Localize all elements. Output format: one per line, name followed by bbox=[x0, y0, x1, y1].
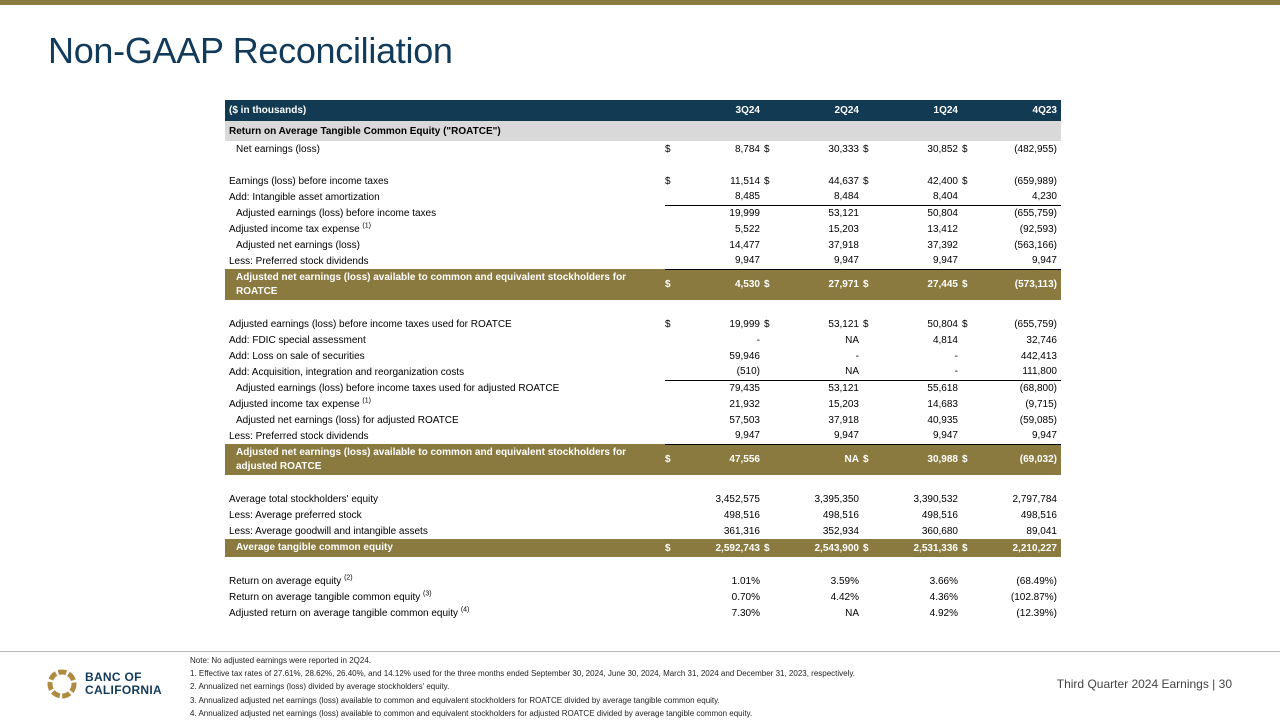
value-cell: 4,530 bbox=[679, 269, 764, 300]
value-cell: 352,934 bbox=[822, 525, 859, 537]
currency-symbol: $ bbox=[962, 269, 976, 300]
value-cell: 9,947 bbox=[877, 253, 962, 269]
value-cell: 5,522 bbox=[734, 223, 760, 235]
value-cell: NA bbox=[845, 607, 859, 619]
table-row bbox=[225, 491, 1061, 507]
value-cell: 47,556 bbox=[679, 444, 764, 475]
value-cell: 27,971 bbox=[778, 269, 863, 300]
footnote: 1. Effective tax rates of 27.61%, 28.62%, 26.40%, and 14.12% used for the three months ended September 30, 2024, June 30, 2024, March 31, 2024 and December 31, 2023, respectively. bbox=[190, 669, 856, 679]
value-cell: 14,477 bbox=[729, 239, 760, 251]
currency-symbol bbox=[863, 189, 877, 205]
value-cell: 9,947 bbox=[877, 428, 962, 444]
row-label: Less: Average preferred stock bbox=[229, 509, 362, 521]
value-cell: 3,452,575 bbox=[715, 493, 760, 505]
currency-symbol: $ bbox=[665, 318, 671, 330]
currency-symbol bbox=[863, 205, 877, 221]
currency-symbol bbox=[863, 348, 877, 364]
currency-symbol bbox=[665, 523, 679, 539]
currency-symbol: $ bbox=[962, 143, 968, 155]
currency-symbol: $ bbox=[665, 269, 679, 300]
value-cell: 3.59% bbox=[830, 575, 859, 587]
value-cell: (59,085) bbox=[1019, 414, 1057, 426]
currency-symbol: $ bbox=[863, 318, 869, 330]
currency-symbol: $ bbox=[962, 318, 968, 330]
value-cell: (563,166) bbox=[1014, 239, 1057, 251]
value-cell: 27,445 bbox=[877, 269, 962, 300]
row-label: Adjusted earnings (loss) before income taxes used for adjusted ROATCE bbox=[236, 382, 560, 394]
value-cell: 4.36% bbox=[929, 591, 958, 603]
period-header: 4Q23 bbox=[976, 100, 1061, 121]
value-cell: 13,412 bbox=[927, 223, 958, 235]
value-cell: 30,988 bbox=[877, 444, 962, 475]
value-cell: 9,947 bbox=[778, 253, 863, 269]
currency-symbol bbox=[962, 221, 976, 237]
currency-symbol bbox=[764, 380, 778, 396]
footnote: 3. Annualized adjusted net earnings (loss) available to common and equivalent stockholders for ROATCE divided by average tangible common equity. bbox=[190, 695, 720, 705]
value-cell: 55,618 bbox=[927, 382, 958, 394]
currency-symbol bbox=[665, 221, 679, 237]
value-cell: 11,514 bbox=[730, 175, 760, 187]
currency-symbol bbox=[764, 332, 778, 348]
spacer-row bbox=[225, 157, 1061, 173]
currency-symbol bbox=[962, 189, 976, 205]
value-cell: 9,947 bbox=[679, 428, 764, 444]
currency-symbol: $ bbox=[665, 143, 671, 155]
table-header-row bbox=[225, 100, 1061, 121]
value-cell: 498,516 bbox=[822, 509, 859, 521]
row-label: Add: FDIC special assessment bbox=[229, 334, 366, 346]
value-cell: 111,800 bbox=[976, 364, 1061, 380]
currency-symbol bbox=[962, 573, 976, 589]
row-label: Average total stockholders' equity bbox=[229, 493, 379, 505]
value-cell: 9,947 bbox=[976, 253, 1061, 269]
logo-wordmark: BANC OF CALIFORNIA bbox=[85, 670, 162, 697]
currency-symbol bbox=[665, 348, 679, 364]
table-row bbox=[225, 412, 1061, 428]
highlight-total-row bbox=[225, 269, 1061, 300]
value-cell: 498,516 bbox=[921, 509, 958, 521]
currency-symbol bbox=[764, 589, 778, 605]
row-label: Earnings (loss) before income taxes bbox=[229, 175, 389, 187]
row-label: Add: Acquisition, integration and reorganization costs bbox=[229, 366, 465, 378]
table-row bbox=[225, 573, 1061, 589]
currency-symbol: $ bbox=[863, 269, 877, 300]
row-label: Add: Loss on sale of securities bbox=[229, 350, 365, 362]
currency-symbol bbox=[665, 428, 679, 444]
value-cell: (68.49%) bbox=[1016, 575, 1057, 587]
value-cell: 19,999 bbox=[729, 318, 760, 330]
value-cell: 44,637 bbox=[828, 175, 859, 187]
company-logo bbox=[47, 669, 162, 699]
currency-symbol bbox=[863, 412, 877, 428]
currency-symbol bbox=[962, 348, 976, 364]
currency-symbol bbox=[863, 605, 877, 621]
row-label: Net earnings (loss) bbox=[236, 143, 320, 155]
currency-symbol bbox=[764, 221, 778, 237]
currency-symbol bbox=[665, 491, 679, 507]
currency-symbol bbox=[962, 237, 976, 253]
row-label: Adjusted income tax expense $^{(1)}$ bbox=[229, 222, 371, 235]
currency-symbol bbox=[962, 491, 976, 507]
top-accent-rule bbox=[0, 0, 1280, 5]
value-cell: (9,715) bbox=[1025, 398, 1057, 410]
value-cell: (102.87%) bbox=[1010, 591, 1057, 603]
currency-symbol bbox=[962, 589, 976, 605]
table-row bbox=[225, 348, 1061, 364]
period-header: 3Q24 bbox=[679, 100, 764, 121]
row-label: Less: Preferred stock dividends bbox=[229, 255, 369, 267]
spacer-row bbox=[225, 557, 1061, 573]
table-row bbox=[225, 507, 1061, 523]
value-cell: 4.42% bbox=[830, 591, 859, 603]
currency-symbol: $ bbox=[863, 175, 869, 187]
table-row bbox=[225, 173, 1061, 189]
value-cell: 53,121 bbox=[828, 382, 859, 394]
value-cell: NA bbox=[845, 334, 859, 346]
row-label: Return on average tangible common equity $^{(3)}$ bbox=[229, 590, 432, 603]
table-row bbox=[225, 364, 1061, 380]
roatce-reconciliation-table bbox=[225, 100, 1061, 621]
currency-symbol bbox=[962, 605, 976, 621]
footnote-ref: (4) bbox=[460, 606, 470, 614]
currency-symbol bbox=[665, 380, 679, 396]
value-cell: 21,932 bbox=[729, 398, 760, 410]
currency-symbol: $ bbox=[665, 539, 679, 557]
currency-symbol bbox=[764, 205, 778, 221]
currency-symbol bbox=[962, 523, 976, 539]
currency-symbol bbox=[764, 253, 778, 269]
footnote-ref: (1) bbox=[362, 397, 371, 405]
currency-symbol: $ bbox=[764, 539, 778, 557]
footnote: 2. Annualized net earnings (loss) divided by average stockholders' equity. bbox=[190, 682, 450, 692]
row-label: Adjusted net earnings (loss) available to common and equivalent stockholders for ROATCE bbox=[225, 269, 665, 300]
value-cell: (92,593) bbox=[1019, 223, 1057, 235]
value-cell: 2,543,900 bbox=[778, 539, 863, 557]
row-label: Add: Intangible asset amortization bbox=[229, 191, 380, 203]
currency-symbol bbox=[863, 396, 877, 412]
value-cell: 30,852 bbox=[927, 143, 958, 155]
currency-symbol bbox=[764, 444, 778, 475]
table-row bbox=[225, 605, 1061, 621]
value-cell: (510) bbox=[679, 364, 764, 380]
value-cell: 8,484 bbox=[778, 189, 863, 205]
value-cell: 8,485 bbox=[679, 189, 764, 205]
table-row bbox=[225, 141, 1061, 157]
banc-of-california-logo-icon bbox=[47, 669, 77, 699]
section-title: Return on Average Tangible Common Equity ("ROATCE") bbox=[225, 121, 1061, 141]
table-row bbox=[225, 189, 1061, 205]
value-cell: 30,333 bbox=[828, 143, 859, 155]
currency-symbol bbox=[962, 428, 976, 444]
currency-symbol bbox=[863, 364, 877, 380]
footnote-ref: (2) bbox=[344, 574, 353, 582]
value-cell: 50,804 bbox=[927, 318, 958, 330]
value-cell: 37,392 bbox=[927, 239, 958, 251]
spacer-row bbox=[225, 300, 1061, 316]
currency-symbol bbox=[665, 189, 679, 205]
currency-symbol bbox=[764, 605, 778, 621]
currency-symbol bbox=[665, 237, 679, 253]
row-label: Adjusted net earnings (loss) available to common and equivalent stockholders for adjusted ROATCE bbox=[225, 444, 665, 475]
value-cell: 0.70% bbox=[731, 591, 760, 603]
value-cell: 9,947 bbox=[976, 428, 1061, 444]
value-cell: 15,203 bbox=[828, 398, 859, 410]
currency-symbol bbox=[764, 348, 778, 364]
value-cell: 2,531,336 bbox=[877, 539, 962, 557]
table-row bbox=[225, 332, 1061, 348]
value-cell: NA bbox=[778, 364, 863, 380]
currency-symbol: $ bbox=[962, 444, 976, 475]
value-cell: NA bbox=[778, 444, 863, 475]
value-cell: 2,592,743 bbox=[679, 539, 764, 557]
currency-symbol bbox=[962, 412, 976, 428]
value-cell: 89,041 bbox=[1026, 525, 1057, 537]
spacer-row bbox=[225, 475, 1061, 491]
value-cell: - bbox=[877, 364, 962, 380]
currency-symbol: $ bbox=[962, 175, 968, 187]
value-cell: 1.01% bbox=[731, 575, 760, 587]
page-number: 30 bbox=[1218, 677, 1232, 691]
value-cell: 9,947 bbox=[679, 253, 764, 269]
currency-symbol bbox=[665, 253, 679, 269]
currency-symbol bbox=[764, 237, 778, 253]
table-row bbox=[225, 380, 1061, 396]
currency-symbol bbox=[764, 396, 778, 412]
value-cell: 15,203 bbox=[828, 223, 859, 235]
table-row bbox=[225, 523, 1061, 539]
value-cell: 360,680 bbox=[921, 525, 958, 537]
units-label: ($ in thousands) bbox=[225, 100, 665, 121]
row-label: Adjusted earnings (loss) before income taxes used for ROATCE bbox=[229, 318, 512, 330]
currency-symbol: $ bbox=[764, 143, 770, 155]
value-cell: (69,032) bbox=[976, 444, 1061, 475]
value-cell: 59,946 bbox=[729, 350, 760, 362]
footnote: Note: No adjusted earnings were reported in 2Q24. bbox=[190, 656, 371, 665]
currency-symbol bbox=[863, 380, 877, 396]
highlight-total-row bbox=[225, 539, 1061, 557]
currency-symbol bbox=[863, 491, 877, 507]
currency-symbol bbox=[863, 332, 877, 348]
period-header: 1Q24 bbox=[877, 100, 962, 121]
row-label: Return on average equity $^{(2)}$ bbox=[229, 574, 353, 587]
currency-symbol bbox=[863, 589, 877, 605]
currency-symbol: $ bbox=[764, 269, 778, 300]
currency-symbol bbox=[764, 507, 778, 523]
footnote-ref: (1) bbox=[362, 222, 371, 230]
highlight-total-row bbox=[225, 444, 1061, 475]
currency-symbol bbox=[665, 412, 679, 428]
footnotes bbox=[190, 654, 990, 720]
value-cell: 3,390,532 bbox=[913, 493, 958, 505]
value-cell: 53,121 bbox=[828, 318, 859, 330]
currency-symbol bbox=[665, 573, 679, 589]
row-label: Adjusted return on average tangible common equity $^{(4)}$ bbox=[229, 606, 470, 619]
value-cell: 8,784 bbox=[734, 143, 760, 155]
table-row bbox=[225, 237, 1061, 253]
currency-symbol bbox=[764, 364, 778, 380]
row-label: Average tangible common equity bbox=[225, 539, 665, 557]
value-cell: 2,210,227 bbox=[976, 539, 1061, 557]
value-cell: 42,400 bbox=[927, 175, 958, 187]
currency-symbol bbox=[962, 380, 976, 396]
currency-symbol bbox=[665, 364, 679, 380]
currency-symbol bbox=[962, 507, 976, 523]
row-label: Adjusted income tax expense $^{(1)}$ bbox=[229, 397, 371, 410]
value-cell: - bbox=[954, 350, 958, 362]
currency-symbol bbox=[764, 523, 778, 539]
currency-symbol bbox=[863, 253, 877, 269]
value-cell: (12.39%) bbox=[1016, 607, 1057, 619]
value-cell: 37,918 bbox=[828, 414, 859, 426]
currency-symbol bbox=[764, 412, 778, 428]
value-cell: 19,999 bbox=[729, 207, 760, 219]
value-cell: 50,804 bbox=[927, 207, 958, 219]
footer-page-label: Third Quarter 2024 Earnings | 30 bbox=[1056, 677, 1232, 691]
section-header-row bbox=[225, 121, 1061, 141]
value-cell: 498,516 bbox=[723, 509, 760, 521]
value-cell: 2,797,784 bbox=[1012, 493, 1057, 505]
row-label: Less: Average goodwill and intangible assets bbox=[229, 525, 428, 537]
currency-symbol: $ bbox=[863, 143, 869, 155]
currency-symbol: $ bbox=[665, 444, 679, 475]
currency-symbol: $ bbox=[665, 175, 671, 187]
currency-symbol: $ bbox=[962, 539, 976, 557]
row-label: Adjusted net earnings (loss) bbox=[236, 239, 360, 251]
value-cell: 9,947 bbox=[778, 428, 863, 444]
value-cell: (659,989) bbox=[1014, 175, 1057, 187]
footnote: 4. Annualized adjusted net earnings (loss) available to common and equivalent stockholders for adjusted ROATCE divided by average tangible common equity. bbox=[190, 708, 753, 718]
value-cell: (482,955) bbox=[1014, 143, 1057, 155]
currency-symbol: $ bbox=[863, 444, 877, 475]
value-cell: 3,395,350 bbox=[814, 493, 859, 505]
value-cell: 53,121 bbox=[828, 207, 859, 219]
value-cell: 8,404 bbox=[877, 189, 962, 205]
currency-symbol bbox=[764, 573, 778, 589]
value-cell: 442,413 bbox=[1020, 350, 1057, 362]
value-cell: 498,516 bbox=[1020, 509, 1057, 521]
currency-symbol bbox=[863, 523, 877, 539]
value-cell: 4.92% bbox=[929, 607, 958, 619]
currency-symbol bbox=[665, 205, 679, 221]
value-cell: (68,800) bbox=[1019, 382, 1057, 394]
currency-symbol bbox=[764, 491, 778, 507]
currency-symbol bbox=[665, 507, 679, 523]
currency-symbol bbox=[764, 189, 778, 205]
value-cell: 3.66% bbox=[929, 575, 958, 587]
currency-symbol bbox=[863, 507, 877, 523]
currency-symbol bbox=[665, 589, 679, 605]
value-cell: (655,759) bbox=[1014, 207, 1057, 219]
table-row bbox=[225, 316, 1061, 332]
table-row bbox=[225, 396, 1061, 412]
value-cell: 32,746 bbox=[1026, 334, 1057, 346]
row-label: Less: Preferred stock dividends bbox=[229, 430, 369, 442]
currency-symbol bbox=[665, 396, 679, 412]
value-cell: 57,503 bbox=[729, 414, 760, 426]
currency-symbol bbox=[962, 205, 976, 221]
value-cell: (573,113) bbox=[976, 269, 1061, 300]
currency-symbol bbox=[863, 237, 877, 253]
value-cell: 361,316 bbox=[723, 525, 760, 537]
value-cell: 4,230 bbox=[976, 189, 1061, 205]
page-title: Non-GAAP Reconciliation bbox=[48, 30, 453, 71]
value-cell: 7.30% bbox=[731, 607, 760, 619]
currency-symbol bbox=[863, 428, 877, 444]
row-label: Adjusted earnings (loss) before income taxes bbox=[236, 207, 437, 219]
period-header: 2Q24 bbox=[778, 100, 863, 121]
currency-symbol bbox=[962, 253, 976, 269]
footnote-ref: (3) bbox=[423, 590, 432, 598]
value-cell: 4,814 bbox=[932, 334, 958, 346]
value-cell: 40,935 bbox=[927, 414, 958, 426]
currency-symbol: $ bbox=[764, 318, 770, 330]
table-row bbox=[225, 589, 1061, 605]
currency-symbol bbox=[962, 396, 976, 412]
value-cell: 79,435 bbox=[729, 382, 760, 394]
currency-symbol bbox=[764, 428, 778, 444]
currency-symbol bbox=[665, 332, 679, 348]
currency-symbol bbox=[962, 364, 976, 380]
value-cell: (655,759) bbox=[1014, 318, 1057, 330]
currency-symbol: $ bbox=[764, 175, 770, 187]
value-cell: - bbox=[756, 334, 760, 346]
value-cell: 37,918 bbox=[828, 239, 859, 251]
currency-symbol: $ bbox=[863, 539, 877, 557]
table-row bbox=[225, 205, 1061, 221]
currency-symbol bbox=[962, 332, 976, 348]
table-row bbox=[225, 221, 1061, 237]
currency-symbol bbox=[863, 221, 877, 237]
currency-symbol bbox=[665, 605, 679, 621]
table-row bbox=[225, 253, 1061, 269]
footer-divider bbox=[0, 651, 1280, 652]
currency-symbol bbox=[863, 573, 877, 589]
value-cell: 14,683 bbox=[927, 398, 958, 410]
row-label: Adjusted net earnings (loss) for adjusted ROATCE bbox=[236, 414, 459, 426]
table-row bbox=[225, 428, 1061, 444]
value-cell: - bbox=[855, 350, 859, 362]
